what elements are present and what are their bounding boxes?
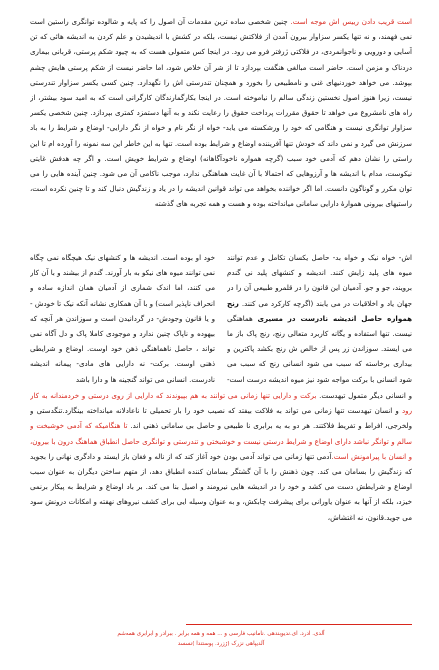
top-paragraph — [30, 14, 412, 250]
bottom-text-1: و انسانی دیگر متمول تیهدست. — [316, 391, 412, 400]
bottom-text-3: آدمی تنها زمانی می تواند آدمی بودن خود آغاز کند که از ناله و فغان باز ایستد و دادگری نهانی را بجوید که زندگیش را بسامان می کند. چون ذهنش را با آن گشتگر بسامان کننده انطباق دهد، از متهم ساختن دیگران به عنوان سبب اوضاع و شرایطش دست می کشد و خود را در اندیشه هایی نیرومند و اصیل بنا می کند. بر باد اوضاع و شرایط به پیکار برنمی خیزد، بلکه از آنها به عنوان یاورانی برای پیشرفت چابکش، و به عنوان وسیله ایی برای کشف نیروهای نهفته و امکانات درونش سود می جوید.قانون، نه اغتشاش، — [30, 451, 412, 522]
right-column-text-after: هماهنگی نیست. تنها استفاده و یگانه کاربرد متعالی رنج، رنج پاک باز ما می ایستد. سوزاندن زر پس از خالص ش رنج بکشد پاکترین و بیداری برخاسته که سبب می شود انسانی رنج که سبب می شود انسانی با برکت مواجه شود نیز میوه اندیشه درست است- — [227, 313, 412, 384]
footer-divider — [186, 624, 412, 625]
bottom-paragraph — [30, 388, 412, 616]
right-column-text-before: اش- خواه نیک و خواه بد- حاصل یکسان تکامل و عدم توانند میوه های پلید زایش کنند. اندیشه و کنشهای پلید نی گندم برویند، جو و جو. آدمیان این قانون را در قلمرو طبیعی آن را در جهان یاد و اخلاقیات در می یابند (اگرچه کارکرد می کنند. — [227, 253, 412, 308]
top-paragraph-text — [30, 14, 412, 212]
bottom-text-2: و انسان تیهدست تنها زمانی می تواند به فلاکت بیفتد که نصیب خود را بار تحمیلی تا ناعادلانه میانداخته بینگارد.تنگدستی و ولخرجی، افراط و تفریط فلاکتند. هر دو به یه برابری نا طبیعی و حاصل بی سامانی ذهنی اند. — [30, 406, 412, 431]
right-column-text — [227, 250, 412, 388]
two-column-section — [30, 250, 412, 388]
footer-line-1: آلدی. ادرد. ای.ندیوبندهی .نامانیب فارسی و ... همه و همه برابر . ببرادر و ابرابری همه‌شم — [117, 631, 325, 637]
right-column — [227, 250, 412, 388]
right-column-bold-text: رنج همواره حاصل اندیشه نادرست در مسیری — [227, 298, 412, 323]
bottom-red-2: تا هنگامیکه که آدمی خوشبخت و سالم و توانگر نباشد دارای اوضاع و شرایط درستی نیست و خوشبختی و تندرستی و توانگری حاصل انطباق هماهنگ درون با بیرون، و انسان با پیرامونش است. — [30, 421, 412, 461]
footer-line-2: آلدیپاهی نزرک (ژزرد. پوستندا )نسسد — [177, 641, 265, 647]
lead-red-text: است قریب دادن رییس اش موجه است. — [290, 17, 412, 26]
top-body-text: چنین شخصی ساده ترین مقدمات آن اصول را که پایه و شالوده توانگری راستین است نمی فهمند، و نه تنها یکسر سزاوار بیرون آمدن از فلاکتش نیست، بلکه در کشش با اندیشیدن و علم کردن به اندیشه هائی که تن آسایی و دورویی و ناجوانمردی، در فلاکتی ژرفتر فرو می رود. در اینجا کس متمولی هست که به چیود شکم پرستی، قربانی بیماری دردناک و مزمن است. حاضر است مبالغی هنگفت بپردازد تا از شر آن خلاص شود، اما حاضر نیست از شکم پرستی هایش چشم بپوشد. می خواهد خوردنیهای غنی و نامطبیعی را بخورد و همچنان تندرستی اش را نگهدارد. چنین کسی یکسر سزاوار تندرستی نیست، زیرا هنوز اصول نخستین زندگی سالم را نیاموخته است. در اینجا بکارگمارندگان کارگرانی است که به امید سود بیشتر، از راه های نامشروع می خواهد تا حقوق مقررات پرداخت حقوق را رعایت نکند و به آنها دستمزد کمتری بپردازد. چنین شخصی یکسر سزاوار توانگری نیست و هنگامی که خود را ورشکسته می یابد- خواه از نگر نام و خواه از نگر دارایی- اوضاع و شرایط را به باد سرزنش می گیرد و نمی داند که خودش تنها آفریننده اوضاع و شرایط بوده است. تنها به این خاطر این سه نمونه را آورده ام تا این راستی را نشان دهم که آدمی خود سبب (گرچه همواره ناخودآگاهانه) اوضاع و شرایط خویش است. و اگر چه هدفش غایتی نیکوست، مدام با اندیشه ها و آرزوهایی که احتمالا با آن غایت هماهنگی ندارد، موجب ناکامی آن می شود. چنین آینده هایی را می توان مکرر و گوناگون دانست. اما اگر خواننده بخواهد می تواند قوانین اندیشه را در یاد و زندگیش دنبال کند و تا چنین نکرده است، راستیهای بیرونی هموارهٔ دارایی سامانی میانداخته بوده و هست و همه تجربه های گذشته — [30, 17, 412, 209]
left-column-text: خود او بوده است. اندیشه ها و کنشهای نیک هیچگاه نمی چگاه نمی توانند میوه های نیکو به بار آورند. گندم از بیشند و با آن کار می کنند، اما اندک شماری از آدمیان همان اندازه ساده و انحراف ناپذیر است) و با آن همکاری نشانه آنکه نیک تا خودش - و یا قانون وجودش- در گردانیدن است و سوزاندن هر آنچه که بیهوده و ناپاک چنین ندارد و موجودی کاملا پاک و دل آگاه نمی تواند ، حاصل ناهماهنگی ذهن خود اوست. اوضاع و شرایطی ذهنی اوست. برکت- نه دارایی های مادی- پیمانه اندیشه نادرست. انسانی می تواند گنجینه ها و دارا باشد — [30, 253, 215, 384]
bottom-red-1: برکت و دارایی تنها زمانی می توانند به هم بپیوندند که دارایی از روی درستی و خردمندانه به کار رود — [30, 391, 412, 416]
bottom-paragraph-text — [30, 388, 412, 525]
left-column — [30, 250, 215, 388]
